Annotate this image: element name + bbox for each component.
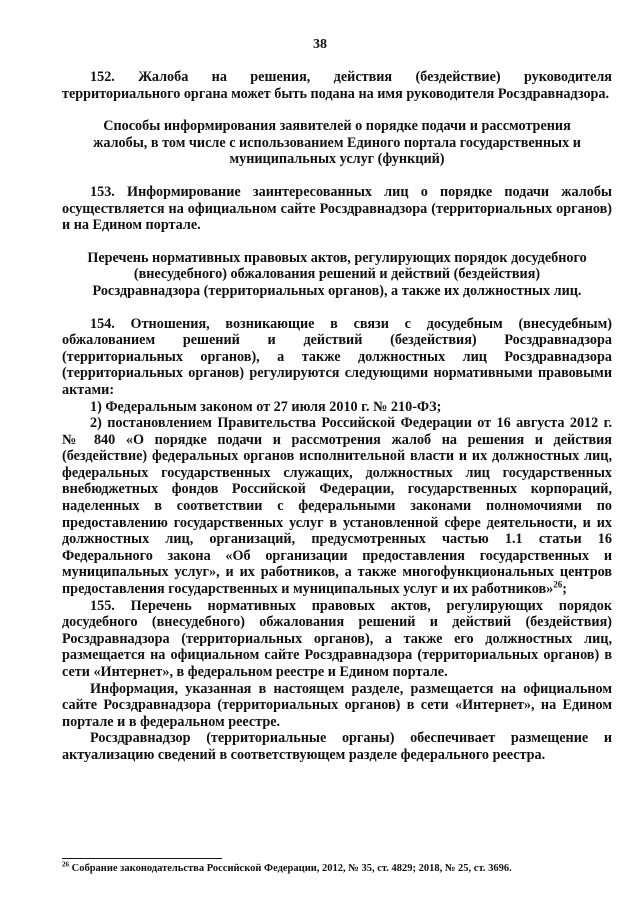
footnote: [62, 862, 612, 875]
section-heading-informing: Способы информирования заявителей о порядке подачи и рассмотрения жалобы, в том числе с использованием Единого портала государственных и муниципальных услуг (функций): [93, 118, 581, 168]
footnote-reference: 26: [553, 579, 563, 590]
paragraph-registry: Росздравнадзор (территориальные органы) обеспечивает размещение и актуализацию сведений в соответствующем разделе федерального реестра.: [62, 730, 612, 763]
paragraph-153: 153. Информирование заинтересованных лиц о порядке подачи жалобы осуществляется на официальном сайте Росздравнадзора (территориальных органов) и на Едином портале.: [62, 183, 612, 234]
page-number: 38: [313, 37, 327, 52]
paragraph-154: 154. Отношения, возникающие в связи с досудебным (внесудебным) обжалованием решений и действий (бездействия) Росздравнадзора (территориальных органов), а также должностных лиц Росздравнадзора (территориальных органов) регулируются следующими нормативными правовыми актами:: [62, 315, 612, 398]
list-item-2: 2) постановлением Правительства Российской Федерации от 16 августа 2012 г. № 840 «О порядке подачи и рассмотрения жалоб на решения и действия (бездействие) федеральных органов исполнительной власти и их должностных лиц, федеральных государственных служащих, должностных лиц государственных внебюджетных фондов Российской Федерации, государственных корпораций, наделенных в соответствии с федеральными законами полномочиями по предоставлению государственных услуг в установленной сфере деятельности, и их должностных лиц, организаций, предусмотренных частью 1.1 статьи 16 Федерального закона «Об организации предоставления государственных и муниципальных услуг», и их работников, а также многофункциональных центров предоставления государственных и муниципальных услуг и их работников»$^{26}$;: [62, 415, 612, 598]
paragraph-information: Информация, указанная в настоящем разделе, размещается на официальном сайте Росздравнадзора (территориальных органов) в сети «Интернет», на Едином портале и в федеральном реестре.: [62, 680, 612, 730]
list-item-2-text: 2) постановлением Правительства Российской Федерации от 16 августа 2012 г. № 840 «О порядке подачи и рассмотрения жалоб на решения и действия (бездействие) федеральных органов исполнительной власти и их должностных лиц, федеральных государственных служащих, должностных лиц государственных внебюджетных фондов Российской Федерации, государственных корпораций, наделенных в соответствии с федеральными законами полномочиями по предоставлению государственных услуг в установленной сфере деятельности, и их должностных лиц, организаций, предусмотренных частью 1.1 статьи 16 Федерального закона «Об организации предоставления государственных и муниципальных услуг», и их работников, а также многофункциональных центров предоставления государственных и муниципальных услуг и их работников»: [62, 415, 612, 598]
paragraph-152: 152. Жалоба на решения, действия (бездействие) руководителя территориального органа может быть подана на имя руководителя Росздравнадзора.: [62, 69, 612, 102]
footnote-number: 26: [62, 860, 69, 869]
footnote-divider: [62, 858, 222, 859]
list-item-1: 1) Федеральным законом от 27 июля 2010 г. № 210-ФЗ;: [90, 398, 442, 415]
paragraph-155: 155. Перечень нормативных правовых актов, регулирующих порядок досудебного (внесудебного) обжалования решений и действий (бездействия) Росздравнадзора (территориальных органов), а также его должностных лиц, размещается на официальном сайте Росздравнадзора (территориальных органов) в сети «Интернет», в федеральном реестре и Едином портале.: [62, 597, 612, 680]
section-heading-normative-acts: Перечень нормативных правовых актов, регулирующих порядок досудебного (внесудебного) обжалования решений и действий (бездействия) Росздравнадзора (территориальных органов), а также их должностных лиц.: [87, 249, 587, 299]
footnote-text: Собрание законодательства Российской Федерации, 2012, № 35, ст. 4829; 2018, № 25, ст. 3696.: [71, 863, 512, 874]
document-body: [62, 69, 612, 764]
